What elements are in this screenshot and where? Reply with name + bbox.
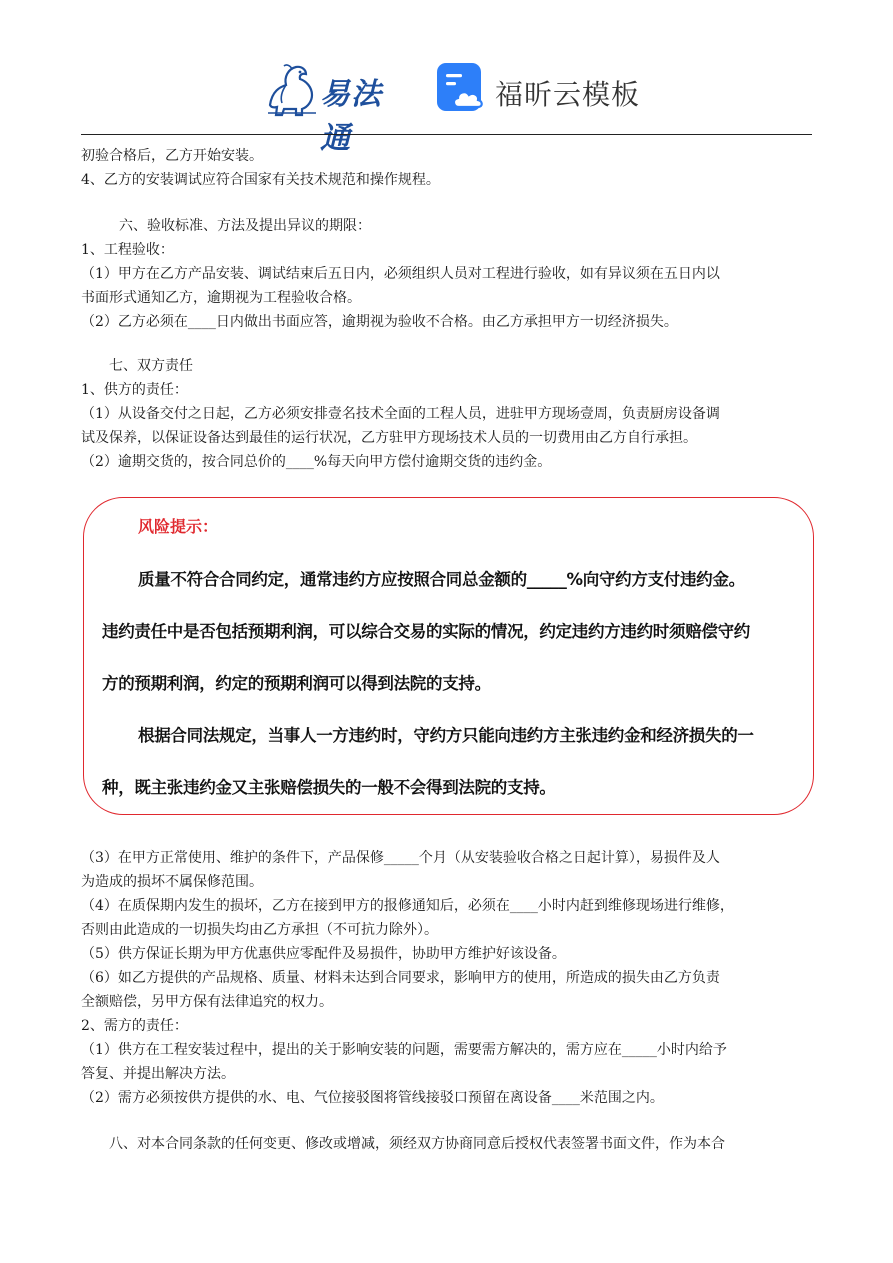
text-line: （5）供方保证长期为甲方优惠供应零配件及易损件，协助甲方维护好该设备。 bbox=[81, 946, 566, 962]
risk-warning-line: 方的预期利润，约定的预期利润可以得到法院的支持。 bbox=[102, 674, 491, 693]
text-line: （6）如乙方提供的产品规格、质量、材料未达到合同要求，影响甲方的使用，所造成的损失由乙方负责 bbox=[81, 970, 720, 986]
text-line: （1）供方在工程安装过程中，提出的关于影响安装的问题，需要需方解决的，需方应在_____小时内给予 bbox=[81, 1042, 727, 1058]
cloud-document-icon bbox=[435, 61, 487, 115]
risk-warning-box bbox=[83, 497, 814, 815]
text-line: 为造成的损坏不属保修范围。 bbox=[81, 874, 263, 890]
text-line: 初验合格后，乙方开始安装。 bbox=[81, 148, 263, 164]
text-line: 答复、并提出解决方法。 bbox=[81, 1066, 235, 1082]
text-line: 书面形式通知乙方，逾期视为工程验收合格。 bbox=[81, 290, 361, 306]
text-line: 全额赔偿，另甲方保有法律追究的权力。 bbox=[81, 994, 333, 1010]
horse-emblem-icon bbox=[262, 61, 322, 117]
yifatong-logo bbox=[262, 55, 412, 156]
section-heading: 六、验收标准、方法及提出异议的期限： bbox=[119, 218, 371, 234]
risk-warning-title: 风险提示： bbox=[138, 517, 219, 536]
section-heading: 七、双方责任 bbox=[109, 358, 193, 374]
text-line: 否则由此造成的一切损失均由乙方承担（不可抗力除外）。 bbox=[81, 922, 438, 938]
section-heading: 八、对本合同条款的任何变更、修改或增减，须经双方协商同意后授权代表签署书面文件，作为本合 bbox=[109, 1136, 725, 1152]
text-line: （4）在质保期内发生的损坏，乙方在接到甲方的报修通知后，必须在____小时内赶到维修现场进行维修， bbox=[81, 898, 734, 914]
text-line: 2、需方的责任： bbox=[81, 1018, 188, 1034]
text-line: （3）在甲方正常使用、维护的条件下，产品保修_____个月（从安装验收合格之日起计算），易损件及人 bbox=[81, 850, 720, 866]
risk-warning-line: 种，既主张违约金又主张赔偿损失的一般不会得到法院的支持。 bbox=[102, 778, 556, 797]
text-line: （2）逾期交货的，按合同总价的____%每天向甲方偿付逾期交货的违约金。 bbox=[81, 454, 552, 470]
yifatong-logo-text: 易法通 bbox=[320, 77, 382, 156]
text-line: 试及保养，以保证设备达到最佳的运行状况，乙方驻甲方现场技术人员的一切费用由乙方自行承担。 bbox=[81, 430, 697, 446]
text-line: （1）甲方在乙方产品安装、调试结束后五日内，必须组织人员对工程进行验收，如有异议须在五日内以 bbox=[81, 266, 720, 282]
risk-warning-line: 质量不符合合同约定，通常违约方应按照合同总金额的_____%向守约方支付违约金。 bbox=[138, 570, 745, 589]
text-line: （1）从设备交付之日起，乙方必须安排壹名技术全面的工程人员，进驻甲方现场壹周，负责厨房设备调 bbox=[81, 406, 720, 422]
text-line: （2）需方必须按供方提供的水、电、气位接驳图将管线接驳口预留在离设备____米范围之内。 bbox=[81, 1090, 664, 1106]
risk-warning-line: 根据合同法规定，当事人一方违约时，守约方只能向违约方主张违约金和经济损失的一 bbox=[138, 726, 754, 745]
text-line: 4、乙方的安装调试应符合国家有关技术规范和操作规程。 bbox=[81, 172, 440, 188]
text-line: 1、工程验收： bbox=[81, 242, 174, 258]
header-divider bbox=[81, 134, 812, 135]
foxit-template-logo-text: 福昕云模板 bbox=[495, 78, 641, 111]
risk-warning-line: 违约责任中是否包括预期利润，可以综合交易的实际的情况，约定违约方违约时须赔偿守约 bbox=[102, 622, 751, 641]
text-line: （2）乙方必须在____日内做出书面应答，逾期视为验收不合格。由乙方承担甲方一切经济损失。 bbox=[81, 314, 678, 330]
foxit-template-logo bbox=[435, 61, 645, 121]
text-line: 1、供方的责任： bbox=[81, 382, 188, 398]
